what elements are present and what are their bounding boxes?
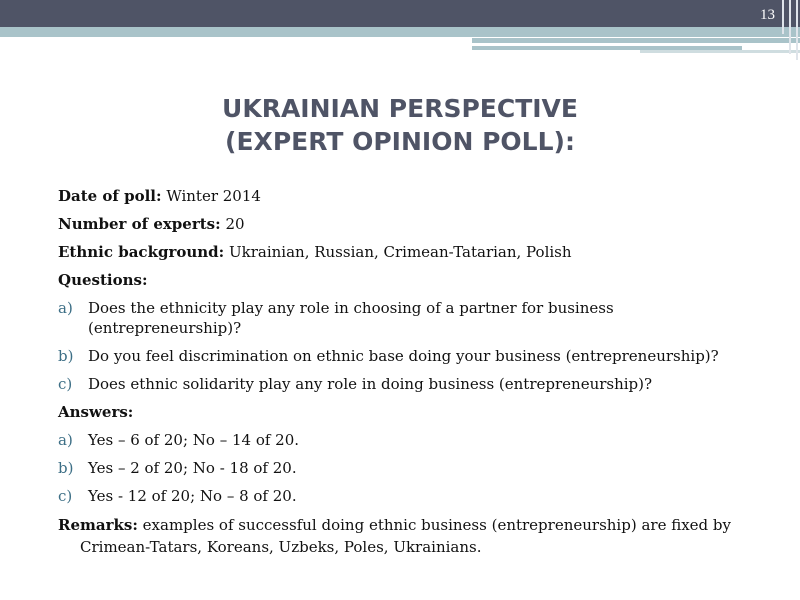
question-item [58,298,658,338]
ethnic-value: Ukrainian, Russian, Crimean-Tatarian, Polish [228,243,572,261]
header-accent-bar [0,27,800,37]
ethnic-label: Ethnic background: [58,243,225,261]
list-marker: c) [58,375,73,393]
questions-heading-text: Questions: [58,271,148,289]
remarks-text: examples of successful doing ethnic business (entrepreneurship) are fixed by Crimean-Tatars, Koreans, Uzbeks, Poles, Ukrainians. [80,516,731,556]
slide-body [58,186,758,558]
title-line-2: (EXPERT OPINION POLL): [225,127,575,156]
slide-title [0,92,800,158]
list-marker: b) [58,459,74,477]
answer-item [58,458,758,478]
decor-vertical-line [782,0,784,34]
title-line-1: UKRAINIAN PERSPECTIVE [222,94,578,123]
question-text: Does ethnic solidarity play any role in doing business (entrepreneurship)? [88,375,653,393]
date-value: Winter 2014 [166,187,261,205]
answer-text: Yes - 12 of 20; No – 8 of 20. [88,487,297,505]
question-item [58,374,758,394]
ethnic-background [58,242,758,262]
question-text: Do you feel discrimination on ethnic base doing your business (entrepreneurship)? [88,347,719,365]
slide-number: 13 [760,7,775,23]
list-marker: b) [58,347,74,365]
answer-text: Yes – 2 of 20; No - 18 of 20. [88,459,297,477]
decor-vertical-line [796,0,798,60]
answers-heading-text: Answers: [58,403,134,421]
answer-text: Yes – 6 of 20; No – 14 of 20. [88,431,300,449]
number-of-experts [58,214,758,234]
remarks [58,514,760,558]
list-marker: a) [58,431,73,449]
question-text: Does the ethnicity play any role in choosing of a partner for business (entrepreneurship)? [88,299,614,337]
date-of-poll [58,186,758,206]
header-bar [0,0,800,27]
answer-item [58,430,758,450]
answers-heading [58,402,758,422]
list-marker: c) [58,487,73,505]
date-label: Date of poll: [58,187,162,205]
questions-heading [58,270,758,290]
experts-value: 20 [225,215,245,233]
experts-label: Number of experts: [58,215,221,233]
decor-stripe [640,50,800,53]
decor-stripe [472,38,800,43]
list-marker: a) [58,299,73,317]
remarks-label: Remarks: [58,516,138,534]
decor-vertical-line [789,0,791,54]
answer-item [58,486,758,506]
question-item [58,346,758,366]
